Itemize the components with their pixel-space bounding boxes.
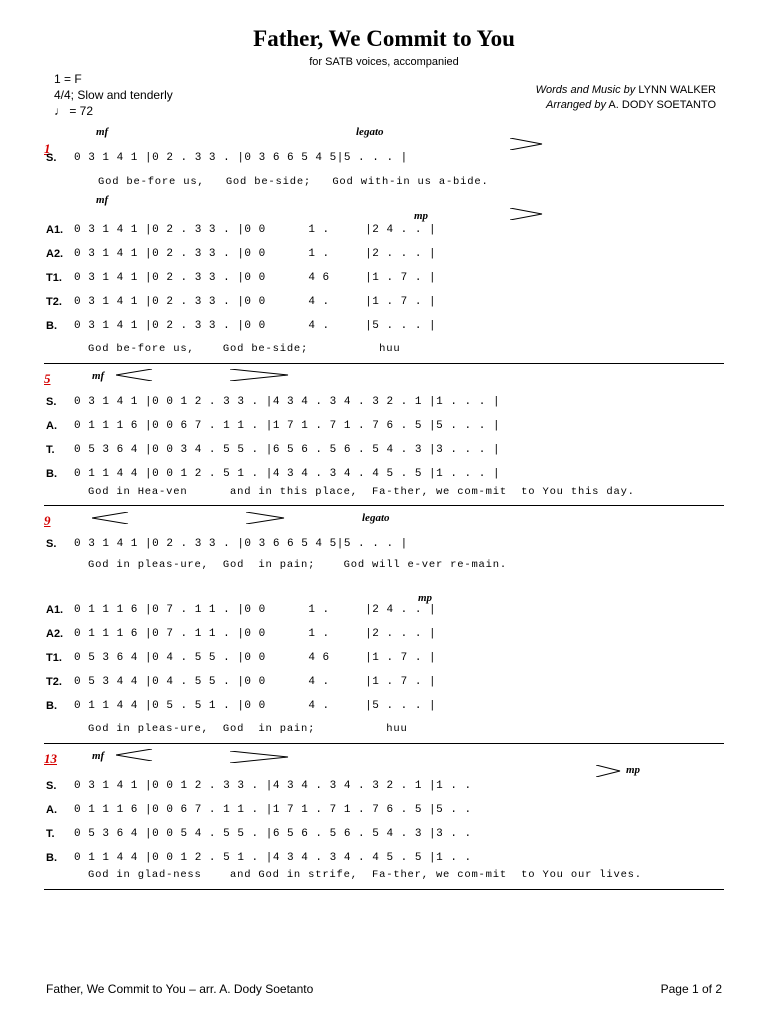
tenor-notes: 0 5 3 6 4 |0 0 5 4 . 5 5 . |6 5 6 . 5 6 . 5 4 . 3 |3 . .: [74, 828, 472, 840]
voice-label: T.: [46, 828, 55, 840]
system-divider: [44, 363, 724, 364]
measure-number: 5: [44, 371, 51, 386]
dynamic-marking: mf: [92, 750, 105, 762]
tenor2-notes: 0 5 3 4 4 |0 4 . 5 5 . |0 0 4 . |1 . 7 . |: [74, 676, 437, 688]
soprano-notes: 0 3 1 4 1 |0 0 1 2 . 3 3 . |4 3 4 . 3 4 . 3 2 . 1 |1 . .: [74, 780, 472, 792]
voice-label: T1.: [46, 652, 62, 664]
voice-label: T2.: [46, 676, 62, 688]
voice-label: B.: [46, 700, 57, 712]
tenor1-notes: 0 3 1 4 1 |0 2 . 3 3 . |0 0 4 6 |1 . 7 . |: [74, 272, 437, 284]
decrescendo-icon: [596, 765, 622, 777]
soprano-notes: 0 3 1 4 1 |0 2 . 3 3 . |0 3 6 6 5 4 5|5 . . . |: [74, 538, 408, 550]
legato-marking: legato: [356, 126, 384, 138]
dynamic-marking: mp: [418, 592, 433, 604]
decrescendo-icon: [510, 138, 544, 150]
dynamic-marking: mp: [626, 764, 641, 776]
measure-number: 1: [44, 141, 51, 156]
alto-notes: 0 1 1 1 6 |0 0 6 7 . 1 1 . |1 7 1 . 7 1 . 7 6 . 5 |5 . . . |: [74, 420, 501, 432]
voice-label: S.: [46, 538, 57, 550]
arranger-name: A. DODY SOETANTO: [608, 99, 716, 111]
alto2-notes: 0 3 1 4 1 |0 2 . 3 3 . |0 0 1 . |2 . . . |: [74, 248, 437, 260]
system-divider: [44, 889, 724, 890]
voice-label: A1.: [46, 604, 64, 616]
alto2-notes: 0 1 1 1 6 |0 7 . 1 1 . |0 0 1 . |2 . . . |: [74, 628, 437, 640]
bass-notes: 0 1 1 4 4 |0 0 1 2 . 5 1 . |4 3 4 . 3 4 . 4 5 . 5 |1 . . . |: [74, 468, 501, 480]
decrescendo-icon: [230, 751, 290, 763]
lyric-line: God in pleas-ure, God in pain; huu: [88, 723, 408, 735]
lyric-line: God in pleas-ure, God in pain; God will e-ver re-main.: [88, 559, 507, 571]
tempo-marking: [54, 104, 93, 118]
quarter-note-icon: ♩: [54, 104, 66, 118]
dynamic-marking: mp: [414, 210, 429, 222]
measure-number: 13: [44, 751, 57, 766]
tenor1-notes: 0 5 3 6 4 |0 4 . 5 5 . |0 0 4 6 |1 . 7 . |: [74, 652, 437, 664]
voice-label: B.: [46, 468, 57, 480]
voice-label: S.: [46, 780, 57, 792]
bass-notes: 0 1 1 4 4 |0 5 . 5 1 . |0 0 4 . |5 . . . |: [74, 700, 437, 712]
crescendo-icon: [116, 369, 154, 381]
lyric-line: God be-fore us, God be-side; huu: [88, 343, 401, 355]
voice-label: T1.: [46, 272, 62, 284]
voice-label: A.: [46, 420, 57, 432]
legato-marking: legato: [362, 512, 390, 524]
dynamic-marking: mf: [96, 126, 109, 138]
crescendo-icon: [116, 749, 154, 761]
page-number: Page 1 of 2: [660, 982, 722, 996]
system-divider: [44, 505, 724, 506]
decrescendo-icon: [246, 512, 286, 524]
bass-notes: 0 1 1 4 4 |0 0 1 2 . 5 1 . |4 3 4 . 3 4 . 4 5 . 5 |1 . .: [74, 852, 472, 864]
measure-number: 9: [44, 513, 51, 528]
footer-title: Father, We Commit to You – arr. A. Dody Soetanto: [46, 982, 314, 996]
lyric-line: God be-fore us, God be-side; God with-in us a-bide.: [98, 176, 489, 188]
voice-label: A2.: [46, 628, 64, 640]
tempo-value: = 72: [69, 104, 94, 118]
lyric-line: God in Hea-ven and in this place, Fa-ther, we com-mit to You this day.: [88, 486, 635, 498]
system-divider: [44, 743, 724, 744]
decrescendo-icon: [510, 208, 544, 220]
alto1-notes: 0 1 1 1 6 |0 7 . 1 1 . |0 0 1 . |2 4 . . |: [74, 604, 437, 616]
dynamic-marking: mf: [96, 194, 109, 206]
composer-name: LYNN WALKER: [638, 84, 716, 96]
tenor-notes: 0 5 3 6 4 |0 0 3 4 . 5 5 . |6 5 6 . 5 6 . 5 4 . 3 |3 . . . |: [74, 444, 501, 456]
crescendo-icon: [92, 512, 130, 524]
lyric-line: God in glad-ness and God in strife, Fa-ther, we com-mit to You our lives.: [88, 869, 642, 881]
decrescendo-icon: [230, 369, 290, 381]
alto1-notes: 0 3 1 4 1 |0 2 . 3 3 . |0 0 1 . |2 4 . . |: [74, 224, 437, 236]
words-prefix: Words and Music by: [535, 84, 636, 96]
voice-label: S.: [46, 396, 57, 408]
voice-label: B.: [46, 852, 57, 864]
tenor2-notes: 0 3 1 4 1 |0 2 . 3 3 . |0 0 4 . |1 . 7 . |: [74, 296, 437, 308]
arranger-credit: [546, 99, 716, 111]
voice-label: A.: [46, 804, 57, 816]
soprano-notes: 0 3 1 4 1 |0 2 . 3 3 . |0 3 6 6 5 4 5|5 . . . |: [74, 152, 408, 164]
voice-label: B.: [46, 320, 57, 332]
dynamic-marking: mf: [92, 370, 105, 382]
page-title: Father, We Commit to You: [253, 26, 515, 51]
meter-and-tempo-text: 4/4; Slow and tenderly: [54, 88, 173, 102]
arranger-prefix: Arranged by: [546, 99, 606, 111]
key-signature: 1 = F: [54, 72, 82, 86]
voice-label: T2.: [46, 296, 62, 308]
voice-label: A1.: [46, 224, 64, 236]
voice-label: S.: [46, 152, 57, 164]
subtitle: for SATB voices, accompanied: [309, 56, 459, 68]
words-credit: [536, 84, 716, 96]
voice-label: T.: [46, 444, 55, 456]
bass-notes: 0 3 1 4 1 |0 2 . 3 3 . |0 0 4 . |5 . . . |: [74, 320, 437, 332]
soprano-notes: 0 3 1 4 1 |0 0 1 2 . 3 3 . |4 3 4 . 3 4 . 3 2 . 1 |1 . . . |: [74, 396, 501, 408]
voice-label: A2.: [46, 248, 64, 260]
alto-notes: 0 1 1 1 6 |0 0 6 7 . 1 1 . |1 7 1 . 7 1 . 7 6 . 5 |5 . .: [74, 804, 472, 816]
